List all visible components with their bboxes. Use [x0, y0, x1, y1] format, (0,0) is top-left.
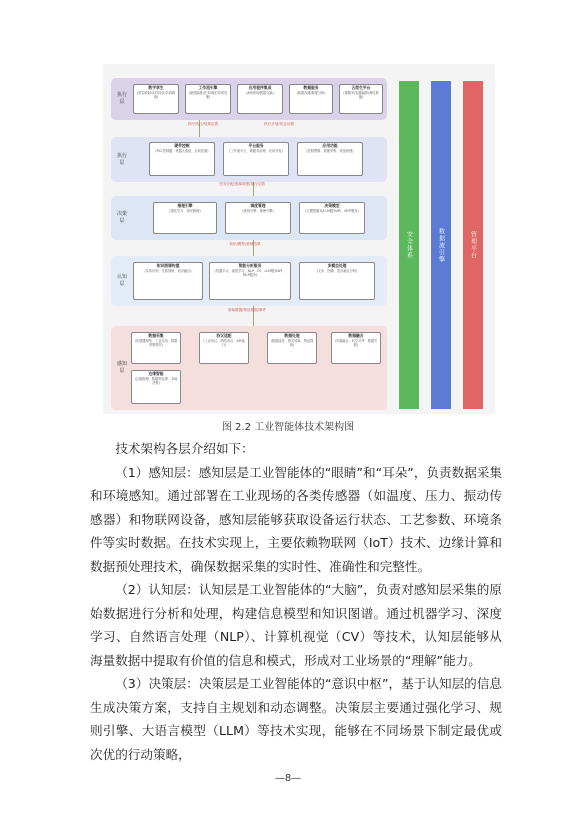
paragraph: （2）认知层：认知层是工业智能体的“大脑”，负责对感知层采集的原始数据进行分析和处理，构建信息模型和知识图谱。通过机器学习、深度学习、自然语言处理（NLP）、计算机视觉（CV）等技术，认知层能够从海量数据中提取有价值的信息和模式，形成对工业场景的“理解”能力。: [90, 582, 502, 668]
flow-label: 原始数据/特征数据/事件: [227, 308, 267, 312]
card-desc: (大模型服务/LLM服务API、MCP服务): [305, 208, 359, 213]
card-desc: (强化学习、知识推理): [169, 208, 201, 213]
card-desc: (文本、图像、语音融合分析): [316, 268, 358, 273]
layer-label: 执行层: [116, 92, 127, 105]
card-desc: (边缘推理、数据预处理、本地决策): [134, 376, 178, 385]
card-desc: (实体识别、关系抽取、知识融合): [144, 268, 192, 273]
flow-label: 指令执行/结果反馈: [188, 122, 218, 126]
card-desc: (PLC控制器、机器人系统、运动控制): [155, 148, 209, 153]
card-title: 决策模型: [324, 203, 340, 208]
card-title: 多模态处理: [327, 263, 347, 268]
card: [289, 84, 333, 114]
card-desc: (多源融合、时空对齐、数据关联): [334, 338, 378, 347]
card-title: 推理引擎: [177, 203, 193, 208]
card-desc: (数据存储/数据分析): [296, 90, 326, 95]
card-desc: (工作流平台、微服务治理、应用开发): [229, 148, 283, 153]
card-desc: (机器学习、深度学习、NLP、CV、LLM服务API、MCP服务): [214, 268, 286, 277]
flow-label: 执行计划/状态反馈: [264, 122, 294, 126]
card: [185, 84, 231, 114]
card-title: 数据融合: [348, 333, 364, 338]
card-title: 数据采集: [148, 333, 164, 338]
card: [209, 262, 291, 300]
card-desc: (传感器网络、工业总线、数据采集网关): [134, 338, 178, 347]
card: [149, 142, 215, 176]
card: [131, 370, 181, 404]
card-desc: (API调用/数据交换): [246, 90, 274, 95]
card: [131, 332, 181, 364]
card: [297, 142, 363, 176]
side-bar-label: 数据流引擎: [437, 227, 445, 263]
card: [339, 84, 383, 114]
card-title: 硬件控制: [174, 143, 190, 148]
card: [199, 332, 249, 364]
card: [267, 332, 317, 364]
card-title: 工作流引擎: [198, 85, 218, 90]
body-text: [90, 437, 502, 766]
page-number: —8—: [274, 773, 302, 784]
flow-label: 知识/模型/推理结果: [229, 242, 261, 246]
card-title: 数据处理: [284, 333, 300, 338]
layer-label: 感知层: [116, 361, 127, 374]
card-title: 调度管理: [250, 203, 266, 208]
card-title: 平台服务: [248, 143, 264, 148]
card: [299, 262, 375, 300]
card-desc: (微服务/容器编排/弹性伸缩): [343, 90, 379, 99]
card-title: 应用功能: [322, 143, 338, 148]
card: [153, 202, 217, 234]
card: [133, 84, 179, 114]
card-title: 云原生平台: [351, 85, 371, 90]
layer-label: 决策层: [116, 211, 127, 224]
intro-line: 技术架构各层介绍如下：: [115, 441, 254, 456]
architecture-diagram: [103, 64, 495, 414]
card: [299, 202, 365, 234]
card-title: 数字孪生: [148, 85, 164, 90]
card-title: 边缘智能: [148, 371, 164, 376]
card: [133, 262, 203, 300]
card-desc: (控制逻辑、数据采集、设备管理): [306, 148, 354, 153]
card-title: 知识图谱构建: [156, 263, 180, 268]
card-desc: (工业协议、网络协议、API接口): [203, 338, 245, 347]
card-desc: (虚实映射/实时同步/仿真推演): [136, 90, 176, 99]
flow-label: 任务分配/资源调度/执行反馈: [219, 182, 265, 186]
card: [237, 84, 283, 114]
card-title: 智能分析服务: [238, 263, 262, 268]
card-title: 数据服务: [303, 85, 319, 90]
card: [225, 202, 291, 234]
side-bar-security: [399, 81, 419, 409]
side-bar-label: 管理平台: [469, 231, 477, 259]
card: [331, 332, 381, 364]
card-title: 协议适配: [216, 333, 232, 338]
side-bar-label: 安全体系: [405, 231, 413, 259]
paragraph: （3）决策层：决策层是工业智能体的“意识中枢”，基于认知层的信息生成决策方案，支持自主规划和动态调整。决策层主要通过强化学习、规则引擎、大语言模型（LLM）等技术实现，能够在不同场景下制定最优或次优的行动策略，: [90, 676, 502, 762]
card-title: 应用程序集成: [248, 85, 272, 90]
layer-label: 认知层: [116, 274, 127, 287]
side-bar-management: [463, 81, 483, 409]
side-bar-dataflow: [431, 81, 451, 409]
card-desc: (数据清洗、格式转换、特征提取): [270, 338, 314, 347]
figure-caption: 图 2.2 工业智能体技术架构图: [221, 422, 355, 433]
card-desc: (流程编排/任务调度/异常处理): [188, 90, 228, 99]
paragraph: （1）感知层：感知层是工业智能体的“眼睛”和“耳朵”，负责数据采集和环境感知。通过部署在工业现场的各类传感器（如温度、压力、振动传感器）和物联网设备，感知层能够获取设备运行状态、工艺参数、环境条件等实时数据。在技术实现上，主要依赖物联网（IoT）技术、边缘计算和数据预处理技术，确保数据采集的实时性、准确性和完整性。: [90, 464, 502, 574]
card: [223, 142, 289, 176]
layer-label: 执行层: [116, 152, 127, 166]
card-desc: (规则引擎、推理引擎): [242, 208, 274, 213]
